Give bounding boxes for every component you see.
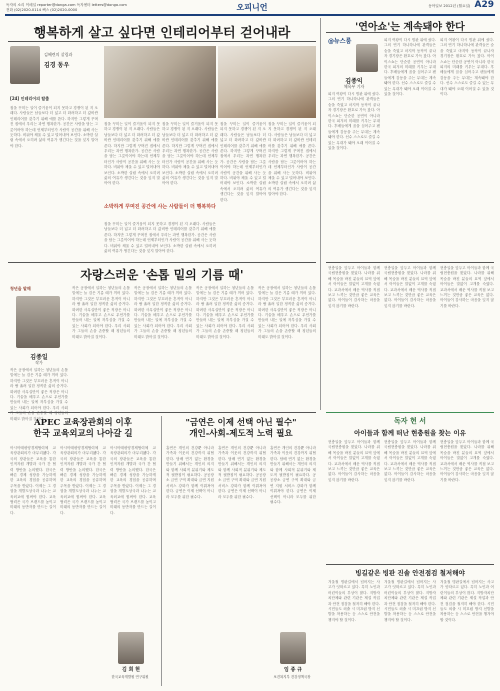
row-separator-1 [8,262,316,263]
article1-interior-photo-2 [218,46,316,118]
article5-headline-line1: "금연은 이제 선택 아닌 필수" [185,418,297,428]
article4-body-col1: 아시아태평양경제협력체 교육장관회의가 마무리됐다. 각국의 장관들은 교육을 통한 인적자원 개발과 국가 간 협력 방안을 논의했다. 한국은 빠른 경제 성장을 가능하게 한 교육의 경험을 공유하며 주목을 받았다. 이제는 그 경험을 개발도상국과 나누는 교육외교에 힘써야 한다. 교육 협력은 국가 브랜드를 높이고 미래의 동반자를 만드는 길이다. [10,446,56,515]
article3-body-col4: 작은 공장에서 일하는 청년들의 손톱 밑에는 늘 검은 기름 때가 끼어 있다. 하지만 그것은 부끄러운 흔적이 아니라 땀 흘려 일한 정직한 삶의 증거다. 화려한 사무실만이 좋은 직장은 아니다. 기술을 배우고 손으로 무언가를 만들어 내는 일에 자부심을 가질 수 있는 사회가 되어야 한다. 우리 사회가 그들의 손을 존중할 때 청년들의 미래도 밝아질 것이다. [196,286,254,339]
article2-body-col3: 피겨 여왕이 다시 빙판 위에 섰다. 그의 연기 하나하나에 관객들은 숨을 죽였고 마지막 동작이 끝나자 경기장은 환호로 가득 찼다. 아이스쇼는 단순한 공연이 아니라 한국 피겨의 미래를 키우는 무대다. 후배들에게 꿈을 심어주고 팬들에게 감동을 주는 무대는 계속돼야 한다. 선수 스스로도 즐길 수 있는 무대가 돼야 오래 이어질 수 있을 것이다. [440,38,494,97]
article5-author-photo [280,632,306,664]
article5-body-col1: 흡연은 개인의 건강뿐 아니라 가족과 이웃의 건강까지 위협한다. 담배 연기 없는 환경을 만들기 위해서는 개인의 의지와 함께 사회적 분위기와 제도적 뒷받침이 필요하다. 공공장소 금연 구역 확대와 금연 지원 서비스 강화가 함께 이뤄져야 한다. 금연은 이제 선택이 아니라 모두를 위한 필수다. [166,446,214,499]
dokja-letter2-col2: 겨울철 빙판길에서 넘어지는 사고가 잇따르고 있다. 특히 노인과 어린이들의 부상이 많다. 지방자치단체와 관련 기관은 제설 작업과 안전 점검을 철저히 해야 한다. 시민들도 외출 시 미끄럼 방지 신발을 착용하는 등 스스로 안전을 챙겨야 할 것이다. [384,580,436,622]
article3-byline-label: 청년을 말해 [10,286,31,291]
dokja-letter1-title: 아이들과 함께 떠난 현충원을 찾는 이유 [354,429,466,437]
dokja-letter-separator [326,564,494,565]
article5-body-col2: 흡연은 개인의 건강뿐 아니라 가족과 이웃의 건강까지 위협한다. 담배 연기 없는 환경을 만들기 위해서는 개인의 의지와 함께 사회적 분위기와 제도적 뒷받침이 필요하다. 공공장소 금연 구역 확대와 금연 지원 서비스 강화가 함께 이뤄져야 한다. 금연은 이제 선택이 아니라 모두를 위한 필수다. [218,446,266,499]
article1-author: 김경 동우 [44,62,70,69]
article1-body-col1: 집을 꾸미는 일이 즐거움이 되지 못하고 경쟁이 된 지 오래다. 사람들은 남들보다 더 넓고 더 화려하고 더 값비싼 인테리어를 갖추기 위해 애를 쓴다. 하지만 그렇게 꾸며진 집에서 우리는 과연 행복한가. 공간은 사람을 담는 그릇이어야 하는데 언제부터인가 사람이 공간을 위해 사는 듯하다. 비워야 채울 수 있고 덜어내야 보인다. 소박한 살림 속에서 오히려 삶의 여유가 생긴다는 것을 잊지 말아야 한다. [10,106,98,148]
article4-headline-line1: APEC 교육장관회의 이후 [34,418,132,428]
article5-author-title: 보건복지부 건강정책국장 [273,675,311,679]
dokja-letter2-col3: 겨울철 빙판길에서 넘어지는 사고가 잇따르고 있다. 특히 노인과 어린이들의 부상이 많다. 지방자치단체와 관련 기관은 제설 작업과 안전 점검을 철저히 해야 한다. 시민들도 외출 시 미끄럼 방지 신발을 착용하는 등 스스로 안전을 챙겨야 할 것이다. [440,580,494,622]
dokja-rule-top [326,262,494,263]
column-divider [320,18,321,410]
masthead-date [284,0,494,10]
dokja-letter1-col3: 현충일을 앞두고 아이들과 함께 국립현충원을 찾았다. 나라를 위해 목숨을 바친 분들의 묘역 앞에서 아이들은 말없이 고개를 숙였다. 교과서에서 배운 역사를 직접 보고 느끼는 것만큼 좋은 교육은 없다. 아이들이 감사하는 마음을 잊지 않기를 바란다. [440,440,494,482]
article1-pull-quote: 소박하게 꾸며진 공간에 사는 사람들이 더 행복하다 [104,204,216,210]
masthead-contact [6,3,236,13]
article1-body-col3: 집을 꾸미는 일이 즐거움이 되지 못하고 경쟁이 된 지 오래다. 사람들은 남들보다 더 넓고 더 화려하고 더 값비싼 인테리어를 갖추기 위해 애를 쓴다. 하지만 그렇게 꾸며진 집에서 우리는 과연 행복한가. 공간은 사람을 담는 그릇이어야 하는데 언제부터인가 사람이 공간을 위해 사는 듯하다. 비워야 채울 수 있고 덜어내야 보인다. 소박한 살림 속에서 오히려 삶의 여유가 생긴다는 것을 잊지 말아야 한다. [162,122,218,186]
section-title: 오피니언 [236,2,268,12]
dokja-section-label: 독자 현 서 [394,416,426,425]
row-separator-2 [8,412,316,413]
article2-body-col2: 피겨 여왕이 다시 빙판 위에 섰다. 그의 연기 하나하나에 관객들은 숨을 죽였고 마지막 동작이 끝나자 경기장은 환호로 가득 찼다. 아이스쇼는 단순한 공연이 아니라 한국 피겨의 미래를 키우는 무대다. 후배들에게 꿈을 심어주고 팬들에게 감동을 주는 무대는 계속돼야 한다. 선수 스스로도 즐길 수 있는 무대가 돼야 오래 이어질 수 있을 것이다. [384,38,436,97]
article5-author: 임 종 규 [284,667,302,673]
article3-body-col2: 작은 공장에서 일하는 청년들의 손톱 밑에는 늘 검은 기름 때가 끼어 있다. 하지만 그것은 부끄러운 흔적이 아니라 땀 흘려 일한 정직한 삶의 증거다. 화려한 사무실만이 좋은 직장은 아니다. 기술을 배우고 손으로 무언가를 만들어 내는 일에 자부심을 가질 수 있는 사회가 되어야 한다. 우리 사회가 그들의 손을 존중할 때 청년들의 미래도 밝아질 것이다. [72,286,130,339]
article1-rule [8,41,316,42]
dokja-letter1-col1: 현충일을 앞두고 아이들과 함께 국립현충원을 찾았다. 나라를 위해 목숨을 바친 분들의 묘역 앞에서 아이들은 말없이 고개를 숙였다. 교과서에서 배운 역사를 직접 보고 느끼는 것만큼 좋은 교육은 없다. 아이들이 감사하는 마음을 잊지 않기를 바란다. [328,440,380,482]
dokja-letter2-col1: 겨울철 빙판길에서 넘어지는 사고가 잇따르고 있다. 특히 노인과 어린이들의 부상이 많다. 지방자치단체와 관련 기관은 제설 작업과 안전 점검을 철저히 해야 한다. 시민들도 외출 시 미끄럼 방지 신발을 착용하는 등 스스로 안전을 챙겨야 할 것이다. [328,580,380,622]
article4-author-photo [118,632,144,664]
article2-author-title: 체육부 기자 [343,84,365,89]
dokja-green-rule [326,412,494,413]
article3-author: 김종일 [30,354,48,361]
bottom-column-divider [161,416,162,686]
article1-headline: 행복하게 살고 싶다면 인테리어부터 걷어내라 [33,26,291,41]
article1-tag: [24] 인테리어의 탈출 [10,96,50,101]
article4-author: 김 희 현 [122,667,140,673]
dokja-intro-col1: 현충일을 앞두고 아이들과 함께 국립현충원을 찾았다. 나라를 위해 목숨을 바친 분들의 묘역 앞에서 아이들은 말없이 고개를 숙였다. 교과서에서 배운 역사를 직접 보고 느끼는 것만큼 좋은 교육은 없다. 아이들이 감사하는 마음을 잊지 않기를 바란다. [328,266,380,308]
article3-body-col5: 작은 공장에서 일하는 청년들의 손톱 밑에는 늘 검은 기름 때가 끼어 있다. 하지만 그것은 부끄러운 흔적이 아니라 땀 흘려 일한 정직한 삶의 증거다. 화려한 사무실만이 좋은 직장은 아니다. 기술을 배우고 손으로 무언가를 만들어 내는 일에 자부심을 가질 수 있는 사회가 되어야 한다. 우리 사회가 그들의 손을 존중할 때 청년들의 미래도 밝아질 것이다. [258,286,316,339]
article3-headline: 자랑스러운 '손톱 밑의 기름 때' [80,268,244,282]
article1-body-col2: 집을 꾸미는 일이 즐거움이 되지 못하고 경쟁이 된 지 오래다. 사람들은 남들보다 더 넓고 더 화려하고 더 값비싼 인테리어를 갖추기 위해 애를 쓴다. 하지만 그렇게 꾸며진 집에서 우리는 과연 행복한가. 공간은 사람을 담는 그릇이어야 하는데 언제부터인가 사람이 공간을 위해 사는 듯하다. 비워야 채울 수 있고 덜어내야 보인다. 소박한 살림 속에서 오히려 삶의 여유가 생긴다는 것을 잊지 말아야 한다. [104,122,160,186]
article3-body-col3: 작은 공장에서 일하는 청년들의 손톱 밑에는 늘 검은 기름 때가 끼어 있다. 하지만 그것은 부끄러운 흔적이 아니라 땀 흘려 일한 정직한 삶의 증거다. 화려한 사무실만이 좋은 직장은 아니다. 기술을 배우고 손으로 무언가를 만들어 내는 일에 자부심을 가질 수 있는 사회가 되어야 한다. 우리 사회가 그들의 손을 존중할 때 청년들의 미래도 밝아질 것이다. [134,286,192,339]
article3-author-photo [16,296,60,348]
article5-headline-line2: 개인-사회-제도적 노력 필요 [189,429,293,439]
article1-body-col6: 집을 꾸미는 일이 즐거움이 되지 못하고 경쟁이 된 지 오래다. 사람들은 남들보다 더 넓고 더 화려하고 더 값비싼 인테리어를 갖추기 위해 애를 쓴다. 하지만 그렇게 꾸며진 집에서 우리는 과연 행복한가. 공간은 사람을 담는 그릇이어야 하는데 언제부터인가 사람이 공간을 위해 사는 듯하다. 비워야 채울 수 있고 덜어내야 보인다. 소박한 살림 속에서 오히려 삶의 여유가 생긴다는 것을 잊지 말아야 한다. [104,222,216,254]
dokja-letter2-title: 빙길같은 빙판 진솔 안전점검 철저해야 [355,569,465,577]
article1-interior-photo-1 [104,46,216,118]
article2-rule [326,32,494,33]
article2-author: 김종익 [345,78,363,85]
article4-headline-line2: 한국 교육외교의 나아갈 길 [33,429,133,439]
article2-body-col1: 피겨 여왕이 다시 빙판 위에 섰다. 그의 연기 하나하나에 관객들은 숨을 죽였고 마지막 동작이 끝나자 경기장은 환호로 가득 찼다. 아이스쇼는 단순한 공연이 아니라 한국 피겨의 미래를 키우는 무대다. 후배들에게 꿈을 심어주고 팬들에게 감동을 주는 무대는 계속돼야 한다. 선수 스스로도 즐길 수 있는 무대가 돼야 오래 이어질 수 있을 것이다. [328,92,380,151]
article3-author-title: 작가 [35,360,43,365]
masthead-date-text: 동아일보 2012년 (월요일) [428,4,471,8]
article1-body-col5: 집을 꾸미는 일이 즐거움이 되지 못하고 경쟁이 된 지 오래다. 사람들은 남들보다 더 넓고 더 화려하고 더 값비싼 인테리어를 갖추기 위해 애를 쓴다. 하지만 그렇게 꾸며진 집에서 우리는 과연 행복한가. 공간은 사람을 담는 그릇이어야 하는데 언제부터인가 사람이 공간을 위해 사는 듯하다. 비워야 채울 수 있고 덜어내야 보인다. 소박한 살림 속에서 오히려 삶의 여유가 생긴다는 것을 잊지 말아야 한다. [268,122,316,197]
masthead-contact-line2: 전화 (02)2020-0114 팩스 (02)2020-0000 [6,8,78,12]
article1-byline-label: 김혜련의 살림과 [44,52,73,57]
article1-body-col4: 집을 꾸미는 일이 즐거움이 되지 못하고 경쟁이 된 지 오래다. 사람들은 남들보다 더 넓고 더 화려하고 더 값비싼 인테리어를 갖추기 위해 애를 쓴다. 하지만 그렇게 꾸며진 집에서 우리는 과연 행복한가. 공간은 사람을 담는 그릇이어야 하는데 언제부터인가 사람이 공간을 위해 사는 듯하다. 비워야 채울 수 있고 덜어내야 보인다. 소박한 살림 속에서 오히려 삶의 여유가 생긴다는 것을 잊지 말아야 한다. [220,122,266,202]
dokja-intro-col2: 현충일을 앞두고 아이들과 함께 국립현충원을 찾았다. 나라를 위해 목숨을 바친 분들의 묘역 앞에서 아이들은 말없이 고개를 숙였다. 교과서에서 배운 역사를 직접 보고 느끼는 것만큼 좋은 교육은 없다. 아이들이 감사하는 마음을 잊지 않기를 바란다. [384,266,436,308]
article4-headline [8,418,158,440]
article1-author-photo [10,46,40,84]
article3-body-col1: 작은 공장에서 일하는 청년들의 손톱 밑에는 늘 검은 기름 때가 끼어 있다. 하지만 그것은 부끄러운 흔적이 아니라 땀 흘려 일한 정직한 삶의 증거다. 화려한 사무실만이 좋은 직장은 아니다. 기술을 배우고 손으로 무언가를 만들어 내는 일에 자부심을 가질 수 있는 사회가 되어야 한다. 우리 사회가 그들의 손을 존중할 때 청년들의 미래도 밝아질 것이다. [10,368,68,421]
dokja-letter1-col2: 현충일을 앞두고 아이들과 함께 국립현충원을 찾았다. 나라를 위해 목숨을 바친 분들의 묘역 앞에서 아이들은 말없이 고개를 숙였다. 교과서에서 배운 역사를 직접 보고 느끼는 것만큼 좋은 교육은 없다. 아이들이 감사하는 마음을 잊지 않기를 바란다. [384,440,436,482]
article4-body-col3: 아시아태평양경제협력체 교육장관회의가 마무리됐다. 각국의 장관들은 교육을 통한 인적자원 개발과 국가 간 협력 방안을 논의했다. 한국은 빠른 경제 성장을 가능하게 한 교육의 경험을 공유하며 주목을 받았다. 이제는 그 경험을 개발도상국과 나누는 교육외교에 힘써야 한다. 교육 협력은 국가 브랜드를 높이고 미래의 동반자를 만드는 길이다. [110,446,156,515]
masthead-contact-line1: 독자의 소리 이메일 reporter@donga.com 독자센터 letters@donga.com [6,3,127,7]
article5-body-col3: 흡연은 개인의 건강뿐 아니라 가족과 이웃의 건강까지 위협한다. 담배 연기 없는 환경을 만들기 위해서는 개인의 의지와 함께 사회적 분위기와 제도적 뒷받침이 필요하다. 공공장소 금연 구역 확대와 금연 지원 서비스 강화가 함께 이뤄져야 한다. 금연은 이제 선택이 아니라 모두를 위한 필수다. [270,446,316,505]
article2-headline: '연아쇼'는 계속돼야 한다 [355,22,465,33]
article4-body-col2: 아시아태평양경제협력체 교육장관회의가 마무리됐다. 각국의 장관들은 교육을 통한 인적자원 개발과 국가 간 협력 방안을 논의했다. 한국은 빠른 경제 성장을 가능하게 한 교육의 경험을 공유하며 주목을 받았다. 이제는 그 경험을 개발도상국과 나누는 교육외교에 힘써야 한다. 교육 협력은 국가 브랜드를 높이고 미래의 동반자를 만드는 길이다. [60,446,106,515]
article2-author-photo [356,44,378,72]
dokja-intro-col3: 현충일을 앞두고 아이들과 함께 국립현충원을 찾았다. 나라를 위해 목숨을 바친 분들의 묘역 앞에서 아이들은 말없이 고개를 숙였다. 교과서에서 배운 역사를 직접 보고 느끼는 것만큼 좋은 교육은 없다. 아이들이 감사하는 마음을 잊지 않기를 바란다. [440,266,494,308]
page-number: A29 [474,0,494,10]
header-rule [5,14,495,16]
article4-author-title: 한국교육개발원 연구위원 [111,675,149,679]
article2-byline-label: @뉴스룸 [328,38,352,45]
article5-headline [164,418,318,440]
